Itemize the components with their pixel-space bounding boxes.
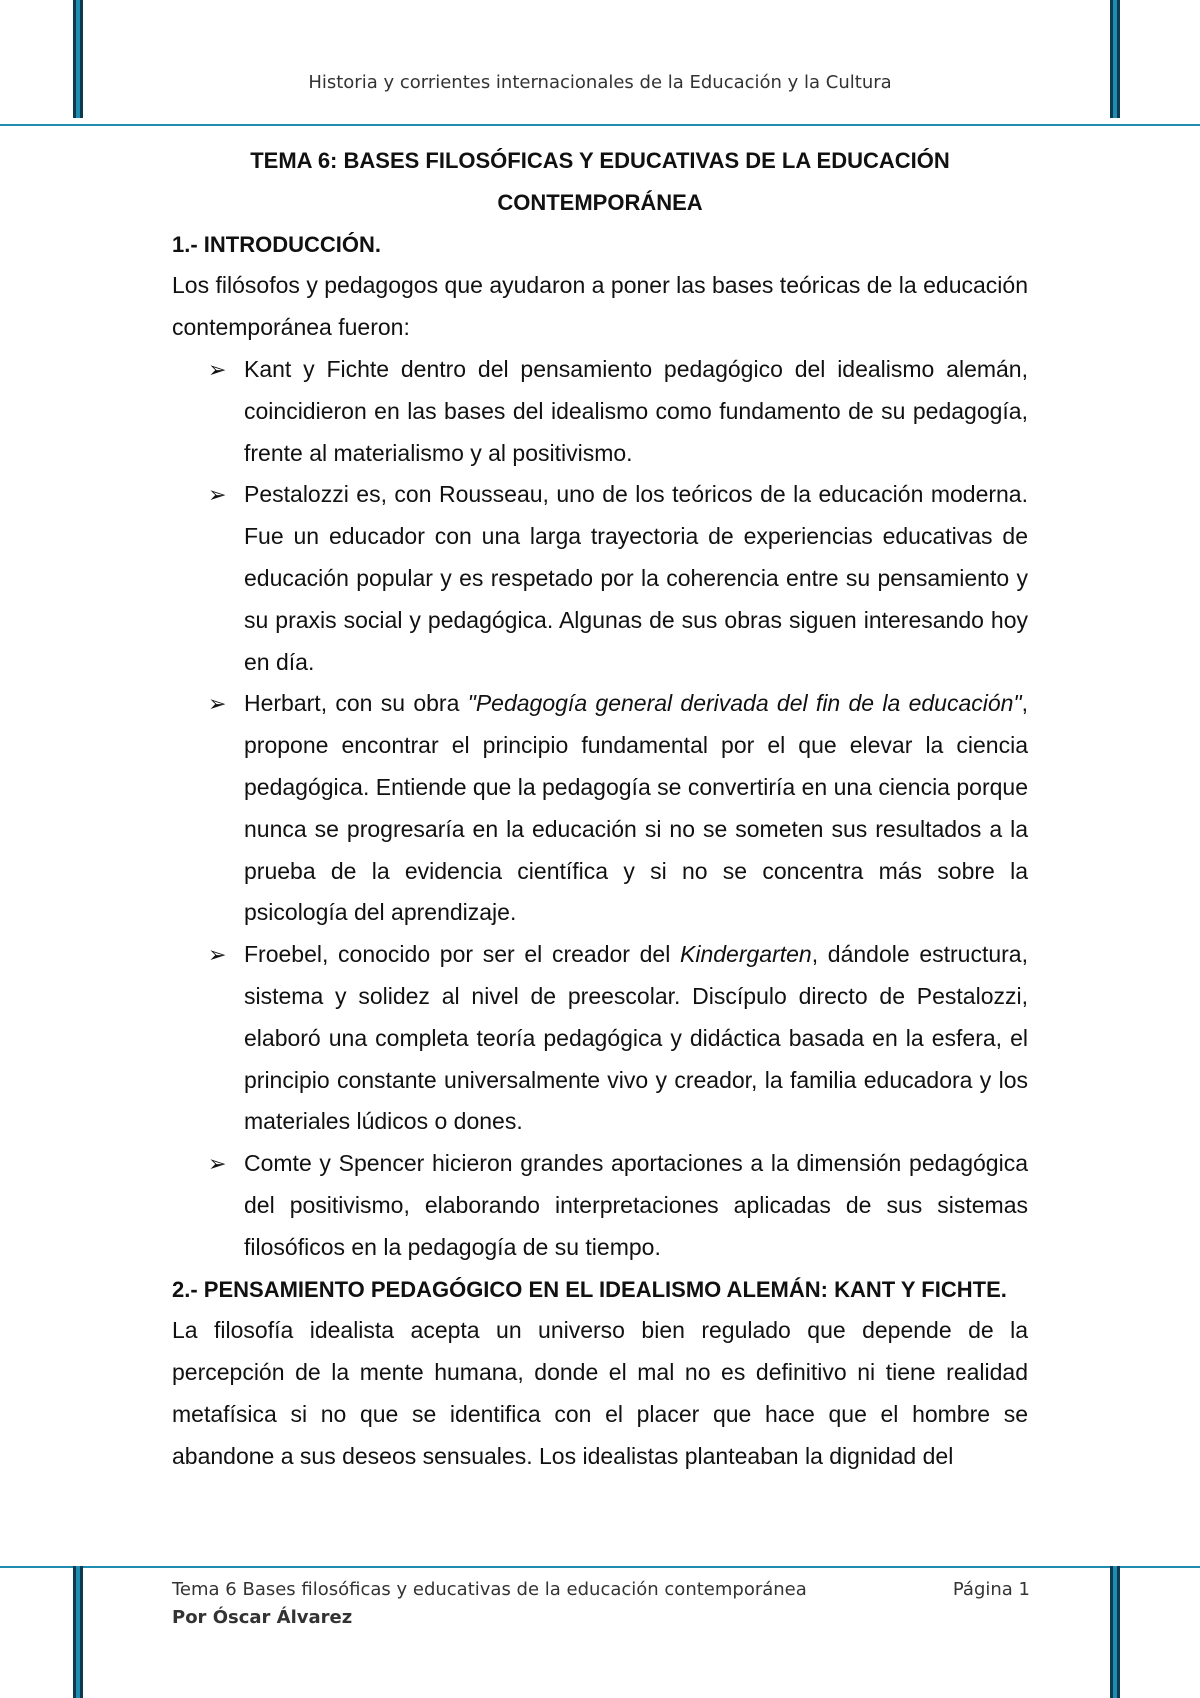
bullet-work-title: "Pedagogía general derivada del fin de la educación" — [467, 690, 1022, 717]
list-item — [172, 474, 1028, 683]
section-1-heading: 1.- INTRODUCCIÓN. — [172, 231, 381, 257]
header-rule — [0, 124, 1200, 126]
title-line-1: TEMA 6: BASES FILOSÓFICAS Y EDUCATIVAS DE LA EDUCACIÓN — [250, 148, 950, 173]
footer-author: Por Óscar Álvarez — [172, 1607, 353, 1628]
arrow-bullet-icon: ➢ — [208, 482, 227, 508]
list-item — [172, 1143, 1028, 1268]
bullet-text: Comte y Spencer hicieron grandes aportaciones a la dimensión pedagógica del positivismo, elaborando interpretaciones aplicadas de sus sistemas filosóficos en la pedagogía de su tiempo. — [244, 1150, 1028, 1260]
bullet-text-after: , propone encontrar el principio fundamental por el que elevar la ciencia pedagógica. Entiende que la pedagogía se convertiría en una ciencia porque nunca se progresaría en la educación si no se someten sus resultados a la prueba de la evidencia científica y si no se concentra más sobre la psicología del aprendizaje. — [244, 690, 1028, 926]
bullet-text-after: , dándole estructura, sistema y solidez al nivel de preescolar. Discípulo directo de Pestalozzi, elaboró una completa teoría pedagógica y didáctica basada en la esfera, el principio constante universalmente vivo y creador, la familia educadora y los materiales lúdicos o dones. — [244, 941, 1028, 1135]
bullet-text-before: Froebel, conocido por ser el creador del — [244, 941, 681, 968]
header-right-bar — [1110, 0, 1120, 118]
footer-right-bar — [1110, 1566, 1120, 1698]
footer-rule — [0, 1566, 1200, 1568]
list-item — [172, 349, 1028, 474]
header-left-bar — [73, 0, 83, 118]
bullet-text: Pestalozzi es, con Rousseau, uno de los teóricos de la educación moderna. Fue un educador con una larga trayectoria de experiencias educativas de educación popular y es respetado por la coherencia entre su pensamiento y su praxis social y pedagógica. Algunas de sus obras siguen interesando hoy en día. — [244, 481, 1028, 675]
page-content — [172, 140, 1028, 1478]
document-title — [172, 140, 1028, 224]
bullet-text: Kant y Fichte dentro del pensamiento pedagógico del idealismo alemán, coincidieron en las bases del idealismo como fundamento de su pedagogía, frente al materialismo y al positivismo. — [244, 355, 1028, 466]
list-item — [172, 934, 1028, 1143]
bullet-term: Kindergarten — [680, 941, 812, 968]
section-1-intro: Los filósofos y pedagogos que ayudaron a poner las bases teóricas de la educación contemporánea fueron: — [172, 272, 1028, 341]
arrow-bullet-icon: ➢ — [208, 691, 227, 717]
arrow-bullet-icon: ➢ — [208, 356, 227, 382]
arrow-bullet-icon: ➢ — [208, 942, 227, 968]
title-line-2: CONTEMPORÁNEA — [497, 189, 703, 215]
footer — [172, 1576, 807, 1632]
section-2-heading: 2.- PENSAMIENTO PEDAGÓGICO EN EL IDEALISMO ALEMÁN: KANT Y FICHTE. — [172, 1276, 1007, 1302]
bullet-text-before: Herbart, con su obra — [244, 690, 468, 717]
section-2-paragraph: La filosofía idealista acepta un universo bien regulado que depende de la percepción de la mente humana, donde el mal no es definitivo ni tiene realidad metafísica si no que se identifica con el placer que hace que el hombre se abandone a sus deseos sensuales. Los idealistas planteaban la dignidad del — [172, 1317, 1028, 1469]
bullet-list — [172, 349, 1028, 1269]
running-header: Historia y corrientes internacionales de la Educación y la Cultura — [308, 72, 892, 93]
footer-title: Tema 6 Bases filosóficas y educativas de la educación contemporánea — [172, 1579, 807, 1600]
page-number: Página 1 — [952, 1579, 1030, 1600]
list-item — [172, 683, 1028, 934]
arrow-bullet-icon: ➢ — [208, 1151, 227, 1177]
footer-left-bar — [73, 1566, 83, 1698]
